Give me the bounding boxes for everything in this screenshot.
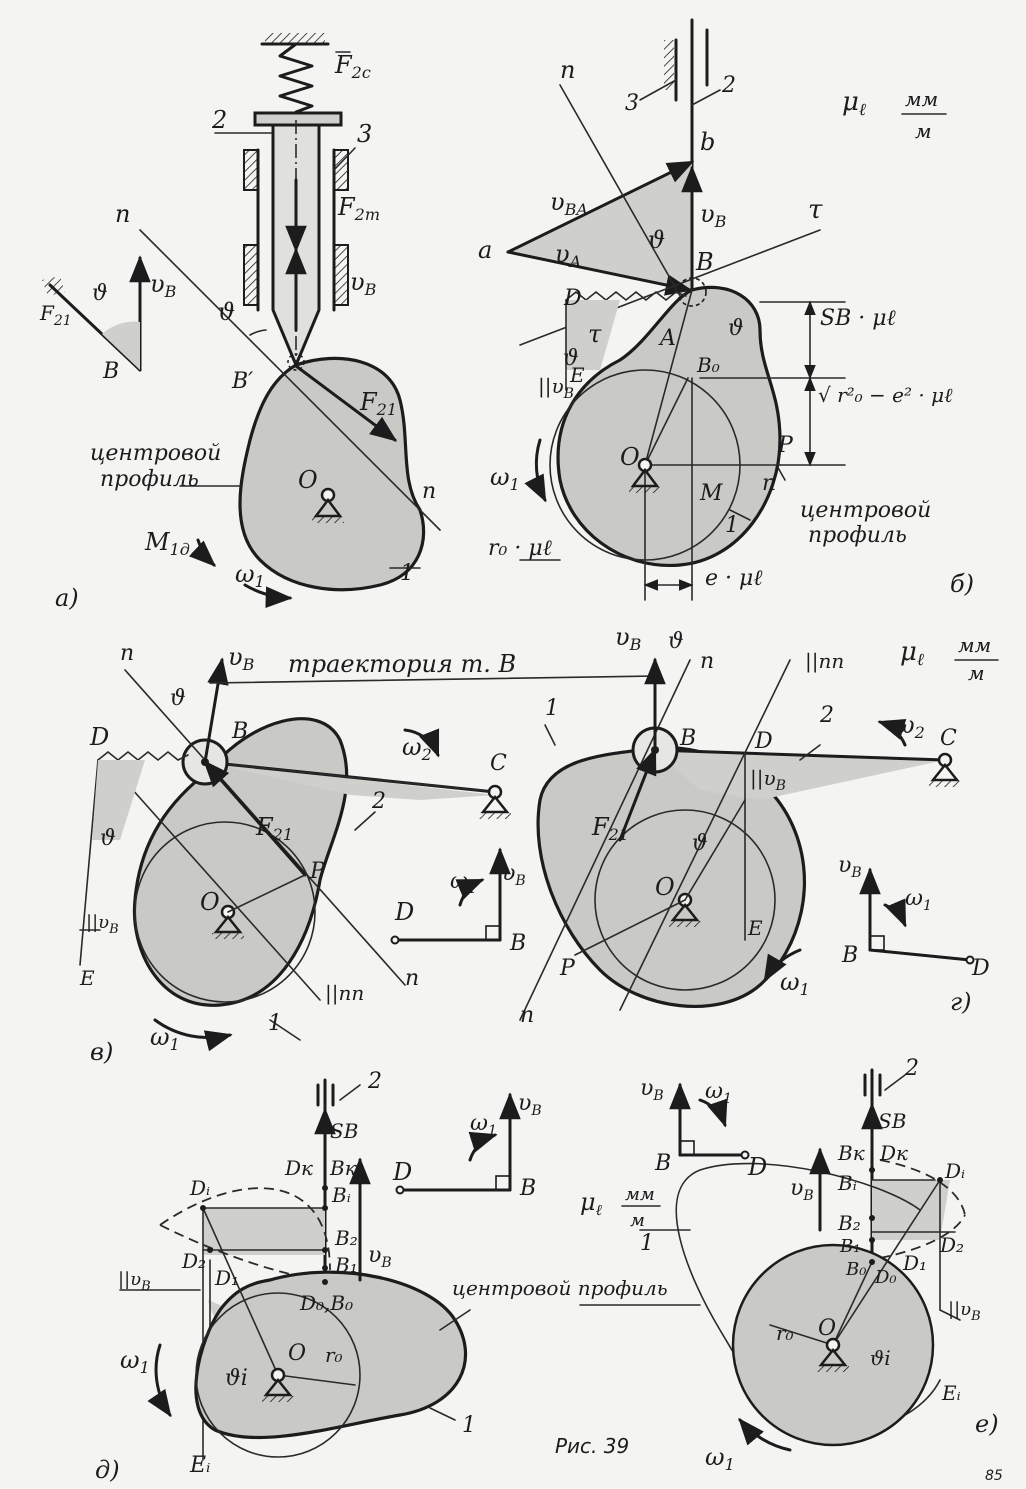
label-1-d: 1 xyxy=(462,1413,476,1438)
label-2-b: 2 xyxy=(722,73,736,98)
label-3-a: 3 xyxy=(357,120,373,148)
label-b-inset: B xyxy=(103,359,120,384)
label-b-g2: B xyxy=(842,943,859,968)
label-b2-e: B₂ xyxy=(838,1211,861,1235)
panel-b-label: б) xyxy=(950,570,975,598)
label-d2-e: D₂ xyxy=(940,1233,965,1257)
label-bi-e: Bᵢ xyxy=(838,1171,857,1195)
label-omega1-g2: $\omega_1$ xyxy=(905,886,932,914)
label-b-d2: B xyxy=(520,1176,537,1201)
figure-caption: Рис. 39 xyxy=(555,1434,630,1458)
label-n-g2: n xyxy=(520,1003,535,1028)
label-3-b: 3 xyxy=(625,91,639,116)
label-d-v: D xyxy=(90,723,110,751)
label-2-v: 2 xyxy=(372,789,386,814)
label-f21-a: $F_{21}$ xyxy=(360,388,398,419)
label-bk-e: Bк xyxy=(838,1141,865,1165)
label-d-g: D xyxy=(755,729,773,754)
spring xyxy=(280,44,312,112)
label-omega1-a: $\omega_1$ xyxy=(235,560,265,591)
label-omega1-v: $\omega_1$ xyxy=(150,1023,180,1054)
label-mm-e: мм xyxy=(625,1184,655,1205)
label-centroid-a1: центровой xyxy=(90,441,222,466)
label-thetai-d: ϑi xyxy=(225,1366,248,1391)
label-omega1-d2: $\omega_1$ xyxy=(470,1111,497,1139)
label-d1-d: D₁ xyxy=(215,1266,240,1290)
label-theta-v1: ϑ xyxy=(170,686,186,711)
label-2-a: 2 xyxy=(212,106,228,134)
label-f21-g: $F_{21}$ xyxy=(592,813,630,844)
label-sbmu: SB · μℓ xyxy=(820,306,896,331)
label-n-v2: n xyxy=(405,966,420,991)
label-vb-e: $\upsilon_B$ xyxy=(790,1176,814,1204)
label-theta-b3: ϑ xyxy=(563,346,579,371)
label-a-small: a xyxy=(478,236,493,264)
label-n-g1: n xyxy=(700,649,715,674)
label-dt0-e: D₀ xyxy=(875,1267,897,1288)
label-theta-a: ϑ xyxy=(218,298,236,326)
label-d1-e: D₁ xyxy=(903,1251,928,1275)
label-o-v: O xyxy=(200,888,220,916)
label-b-e2: B xyxy=(655,1151,672,1176)
label-bi-d: Bᵢ xyxy=(332,1183,351,1207)
label-d-g2: D xyxy=(972,956,990,981)
label-par-vb-g: $||\upsilon_B$ xyxy=(750,766,786,794)
label-centroid-b2: профиль xyxy=(808,523,907,548)
label-2-g: 2 xyxy=(820,703,834,728)
label-di-d: Dᵢ xyxy=(190,1176,211,1200)
label-theta-b1: ϑ xyxy=(648,226,666,254)
label-d0b0: D₀,B₀ xyxy=(300,1291,354,1315)
label-mm-b: мм xyxy=(905,87,939,111)
label-o-d: O xyxy=(288,1341,307,1366)
label-e-v: E xyxy=(80,966,95,990)
label-f21-v: $F_{21}$ xyxy=(256,813,294,844)
follower-plate xyxy=(255,113,341,125)
label-omega1-b: $\omega_1$ xyxy=(490,463,520,494)
label-va: $\upsilon_A$ xyxy=(555,240,582,271)
label-ei-e: Eᵢ xyxy=(942,1381,961,1405)
label-sqrt: √ r²₀ − e² · μℓ xyxy=(818,383,953,407)
label-m-point: M xyxy=(700,481,723,506)
label-c-g: C xyxy=(940,726,957,751)
label-omega1-g: $\omega_1$ xyxy=(780,968,810,999)
label-1-e: 1 xyxy=(640,1231,654,1256)
label-centroid-d: центровой профиль xyxy=(452,1276,668,1300)
label-thetai-e: ϑi xyxy=(870,1346,891,1370)
label-trajectory: траектория т. B xyxy=(288,650,517,678)
label-sb-e: SB xyxy=(878,1109,907,1133)
label-theta-b2: ϑ xyxy=(728,316,744,341)
label-f2c: $F_{2c}$ xyxy=(335,51,371,82)
label-omega1-v2: $\omega_1$ xyxy=(450,869,477,897)
label-bk: Bк xyxy=(330,1156,357,1180)
label-mu-b: μℓ xyxy=(842,87,866,120)
label-theta-g: ϑ xyxy=(668,629,684,654)
label-theta-inset: ϑ xyxy=(92,281,108,306)
label-vb-g: $\upsilon_B$ xyxy=(615,623,642,654)
label-di-e: Dᵢ xyxy=(945,1159,966,1183)
label-o-e: O xyxy=(818,1316,837,1341)
panel-e-label: е) xyxy=(975,1410,999,1438)
label-m-g: м xyxy=(968,661,985,685)
label-theta-v2: ϑ xyxy=(100,826,116,851)
label-2-d: 2 xyxy=(368,1069,382,1094)
label-d-e2: D xyxy=(748,1153,768,1181)
label-vb-v2: $\upsilon_B$ xyxy=(502,861,526,889)
label-d-d2: D xyxy=(393,1158,413,1186)
label-omega1-d: $\omega_1$ xyxy=(120,1346,150,1377)
label-vb-a: $\upsilon_B$ xyxy=(350,268,377,299)
label-o-g: O xyxy=(655,873,675,901)
label-ei-d: Eᵢ xyxy=(190,1453,211,1478)
label-1-g: 1 xyxy=(545,696,559,721)
label-omega2-v: $\omega_2$ xyxy=(402,733,432,764)
label-n-b2: n xyxy=(762,471,777,496)
label-p-v: P xyxy=(310,859,325,884)
label-dk: Dк xyxy=(285,1156,313,1180)
label-b-small: b xyxy=(700,128,716,156)
panel-g-label: г) xyxy=(950,988,972,1016)
label-theta-g2: ϑ xyxy=(692,831,708,856)
label-m-e: м xyxy=(630,1210,645,1231)
label-par-vb-d: $||\upsilon_B$ xyxy=(118,1269,151,1294)
label-sb-d: SB xyxy=(330,1119,359,1143)
label-vb-v: $\upsilon_B$ xyxy=(228,643,255,674)
label-1-a: 1 xyxy=(400,561,414,586)
label-e-g: E xyxy=(748,916,763,940)
label-r0mu: r₀ · μℓ xyxy=(488,536,552,561)
label-d2-d: D₂ xyxy=(182,1249,207,1273)
label-o-a: O xyxy=(298,466,318,494)
panel-d xyxy=(120,1080,510,1460)
label-2-e: 2 xyxy=(905,1056,919,1081)
label-vb-g2: $\upsilon_B$ xyxy=(838,853,862,881)
label-centroid-b1: центровой xyxy=(800,498,932,523)
label-1-v: 1 xyxy=(268,1011,282,1036)
label-m1d: $M_{1д}$ xyxy=(145,528,190,559)
label-omega2-g: $\omega_2$ xyxy=(895,711,925,742)
label-par-vb-b: $||\upsilon_B$ xyxy=(538,374,574,402)
panel-a-label: а) xyxy=(55,584,79,612)
label-1-b: 1 xyxy=(725,513,739,538)
label-mu-e: $\mu_\ell$ xyxy=(580,1188,602,1219)
label-centroid-a2: профиль xyxy=(100,467,199,492)
label-d-b: D xyxy=(564,286,582,311)
label-bprime: B′ xyxy=(232,369,254,394)
label-b1-d: B₁ xyxy=(335,1253,358,1277)
label-b-g: B xyxy=(680,726,697,751)
label-par-vb-e: $||\upsilon_B$ xyxy=(948,1299,981,1324)
label-r0-e: r₀ xyxy=(776,1321,794,1345)
spring-ground xyxy=(265,33,325,43)
label-parnn-g: ||nn xyxy=(805,649,845,673)
label-mm-g: мм xyxy=(958,633,992,657)
label-parnn-v: ||nn xyxy=(325,981,365,1005)
label-p-b: P xyxy=(778,433,793,458)
label-n-v1: n xyxy=(120,641,135,666)
label-f2t: $F_{2т}$ xyxy=(338,193,381,224)
label-d-v2: D xyxy=(395,898,415,926)
label-c-v: C xyxy=(490,751,507,776)
label-b0-e: B₀ xyxy=(846,1259,867,1280)
panel-a xyxy=(42,33,440,598)
label-a-b: A xyxy=(660,326,676,351)
label-dk-e: Dк xyxy=(880,1141,908,1165)
label-n-b: n xyxy=(560,56,576,84)
label-p-g: P xyxy=(560,956,575,981)
label-o-b: O xyxy=(620,443,640,471)
label-vb-d2: $\upsilon_B$ xyxy=(518,1091,542,1119)
label-f21-inset: $F_{21}$ xyxy=(40,301,72,329)
label-vb-e2: $\upsilon_B$ xyxy=(640,1076,664,1104)
label-b-v: B xyxy=(232,719,249,744)
label-tau-b1: τ xyxy=(808,195,823,225)
label-n-a2: n xyxy=(422,479,437,504)
label-vb-inset: $\upsilon_B$ xyxy=(150,270,177,301)
label-omega1-e: $\omega_1$ xyxy=(705,1443,735,1474)
label-n-a1: n xyxy=(115,200,131,228)
label-vba: $\upsilon_{BA}$ xyxy=(550,188,588,219)
label-par-vb-v: $||\upsilon_B$ xyxy=(86,912,119,937)
label-b-b: B xyxy=(696,248,714,276)
label-r0-d: r₀ xyxy=(325,1343,343,1367)
label-mu-g: μℓ xyxy=(900,637,924,670)
label-b0-b: B₀ xyxy=(697,353,720,377)
label-e-b: E xyxy=(570,363,585,387)
page-number: 85 xyxy=(985,1468,1003,1484)
label-vb-d: $\upsilon_B$ xyxy=(368,1243,392,1271)
label-emu: e · μℓ xyxy=(705,566,763,591)
label-b-v2: B xyxy=(510,931,527,956)
label-tau-b2: τ xyxy=(588,320,602,348)
label-m-b: м xyxy=(915,119,932,143)
label-b1-e: B₁ xyxy=(840,1236,861,1257)
panel-b xyxy=(508,20,845,600)
panel-d-label: д) xyxy=(95,1456,120,1484)
label-b2-d: B₂ xyxy=(335,1226,358,1250)
label-vb-b: $\upsilon_B$ xyxy=(700,200,727,231)
panel-v-label: в) xyxy=(90,1038,114,1066)
label-omega1-e2: $\omega_1$ xyxy=(705,1079,732,1107)
